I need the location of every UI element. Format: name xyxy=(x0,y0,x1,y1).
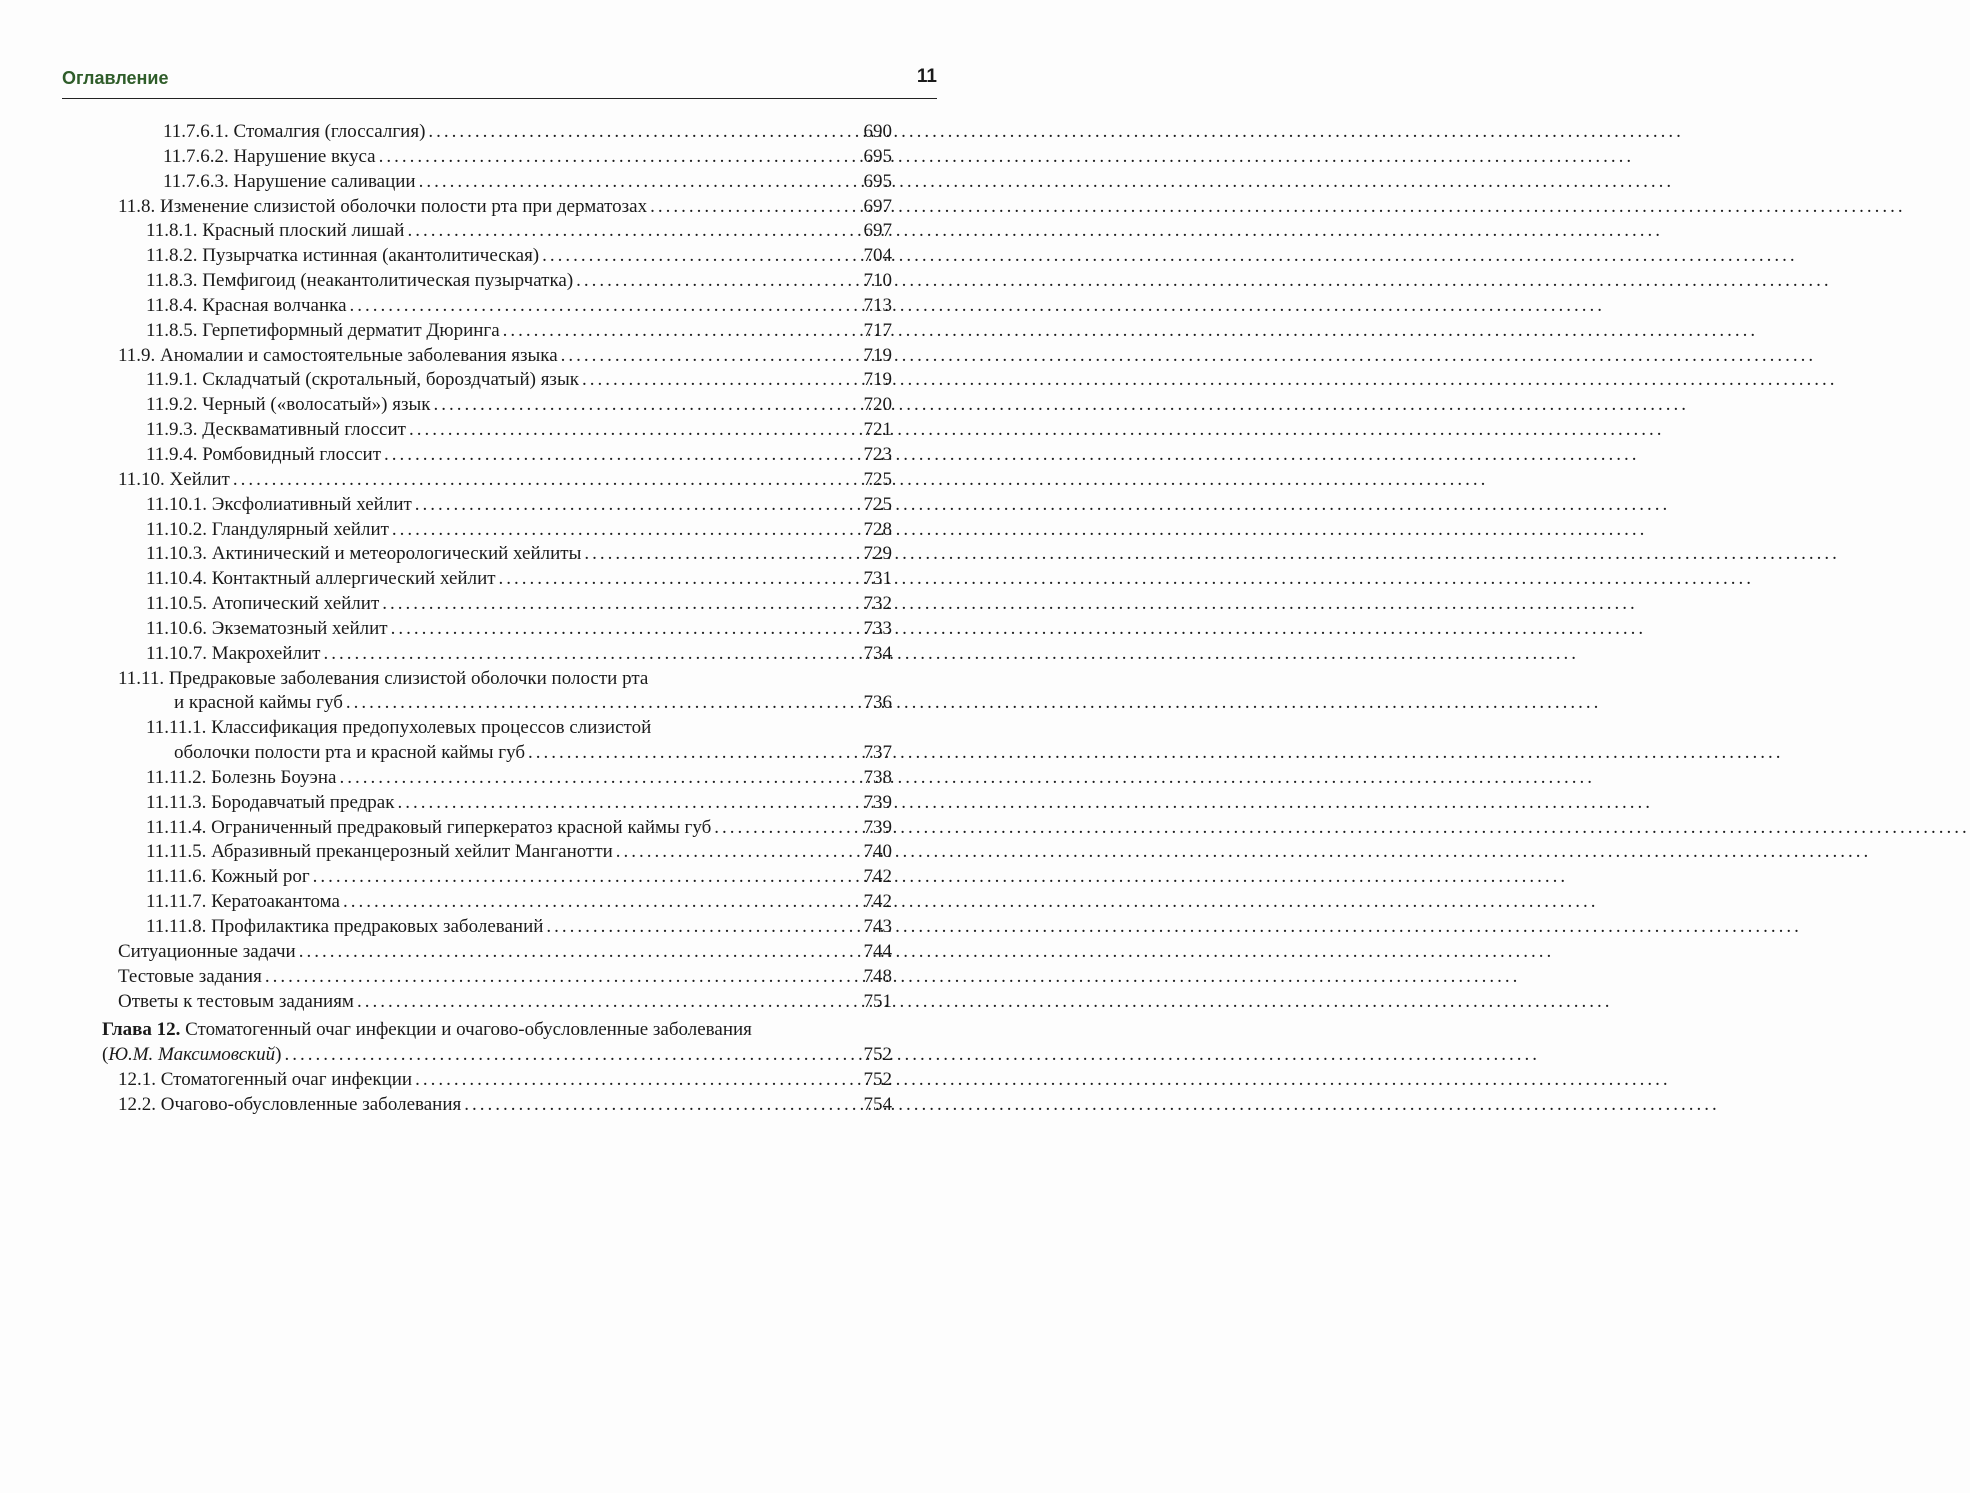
chapter-label: Глава 12. xyxy=(102,1019,181,1041)
toc-entry xyxy=(146,915,892,940)
toc-entry-page: 731 xyxy=(863,568,892,590)
toc-leader-dots xyxy=(412,1068,858,1093)
toc-entry-page: 739 xyxy=(863,816,892,838)
toc-leader-dots xyxy=(310,865,858,890)
toc-entry xyxy=(146,791,892,816)
toc-entry xyxy=(118,990,892,1015)
chapter-title: Стоматогенный очаг инфекции и очагово-обусловленные заболевания xyxy=(185,1019,752,1041)
toc-entry-title: 11.8. Изменение слизистой оболочки полости рта при дерматозах xyxy=(118,195,648,217)
toc-entry-multiline xyxy=(0,667,1000,717)
toc-leader-dots xyxy=(430,393,858,418)
toc-entry-title: 11.7.6.2. Нарушение вкуса xyxy=(163,145,376,167)
toc-entry-page: 737 xyxy=(863,742,892,764)
toc-entry xyxy=(118,965,892,990)
toc-leader-dots xyxy=(340,890,858,915)
toc-entry-multiline xyxy=(0,716,1000,766)
toc-entry-title: 11.10.6. Экзематозный хейлит xyxy=(146,617,388,639)
toc-entry-title: 11.7.6.1. Стомалгия (глоссалгия) xyxy=(163,121,426,142)
toc-entry xyxy=(163,145,892,170)
toc-leader-dots xyxy=(389,518,858,543)
toc-entry xyxy=(146,617,892,642)
toc-entry-title: 11.9.2. Черный («волосатый») язык xyxy=(146,394,431,416)
toc-leader-dots xyxy=(525,741,858,766)
toc-entry xyxy=(118,940,892,965)
toc-entry-title: 11.11.7. Кератоакантома xyxy=(146,891,340,913)
toc-entry-page: 740 xyxy=(863,841,892,863)
toc-entry-page: 752 xyxy=(863,1044,892,1066)
toc-leader-dots xyxy=(711,816,858,841)
toc-entry xyxy=(146,219,892,244)
toc-entry-title: 11.11.4. Ограниченный предраковый гиперкератоз красной каймы губ xyxy=(146,816,712,838)
toc-entry xyxy=(146,840,892,865)
toc-entry-title: 11.7.6.3. Нарушение саливации xyxy=(163,170,416,192)
toc-entry-title: Тестовые задания xyxy=(118,965,262,987)
toc-leader-dots xyxy=(394,791,858,816)
toc-entry-title: 11.11.6. Кожный рог xyxy=(146,866,310,888)
toc-entry xyxy=(118,344,892,369)
toc-entry-number: 11.11.1. xyxy=(146,717,207,739)
toc-entry-page: 690 xyxy=(863,121,892,142)
toc-entry-title: 11.10. Хейлит xyxy=(118,468,230,490)
toc-entry-page: 744 xyxy=(863,940,892,962)
toc-entry-page: 738 xyxy=(863,766,892,788)
toc-entry-page: 732 xyxy=(863,593,892,615)
toc-entry-title: 11.10.4. Контактный аллергический хейлит xyxy=(146,568,496,590)
toc-entry xyxy=(146,368,892,393)
toc-entry-page: 721 xyxy=(863,419,892,441)
toc-entry-page: 751 xyxy=(863,990,892,1012)
toc-entry-title: Предраковые заболевания слизистой оболочки полости рта xyxy=(168,667,649,689)
toc-entry xyxy=(146,294,892,319)
toc-entry-page: 695 xyxy=(863,170,892,192)
toc-leader-dots xyxy=(376,145,858,170)
toc-entry xyxy=(146,816,892,841)
toc-entry-title: 11.9. Аномалии и самостоятельные заболевания языка xyxy=(118,344,558,366)
toc-leader-dots xyxy=(354,990,858,1015)
toc-entry-page: 697 xyxy=(863,195,892,217)
toc-entry-title: Ситуационные задачи xyxy=(118,940,296,962)
toc-entry-page: 743 xyxy=(863,916,892,937)
toc-entry-page: 742 xyxy=(863,866,892,888)
toc-entry-page: 739 xyxy=(863,791,892,813)
toc-leader-dots xyxy=(416,170,858,195)
toc-entry-page: 725 xyxy=(863,468,892,490)
toc-leader-dots xyxy=(581,542,858,567)
chapter-entry xyxy=(0,1018,1000,1068)
toc-entry-title: 11.10.7. Макрохейлит xyxy=(146,642,321,664)
toc-leader-dots xyxy=(425,120,858,145)
toc-entry-title: 11.11.8. Профилактика предраковых заболеваний xyxy=(146,916,544,937)
toc-entry xyxy=(146,319,892,344)
toc-entry xyxy=(118,1068,892,1093)
toc-entry-page: 713 xyxy=(863,294,892,316)
toc-entry-page: 704 xyxy=(863,245,892,267)
toc-entry-page: 733 xyxy=(863,617,892,639)
toc-leader-dots xyxy=(496,567,858,592)
toc-entry-page: 719 xyxy=(863,369,892,391)
toc-entry xyxy=(146,542,892,567)
toc-entry-page: 742 xyxy=(863,891,892,913)
toc-entry xyxy=(146,518,892,543)
toc-leader-dots xyxy=(539,244,858,269)
toc-leader-dots xyxy=(500,319,858,344)
toc-entry xyxy=(118,468,892,493)
toc-entry-page: 754 xyxy=(863,1093,892,1115)
toc-entry-title: 12.2. Очагово-обусловленные заболевания xyxy=(118,1093,462,1115)
toc-entry-title: Ответы к тестовым заданиям xyxy=(118,990,354,1012)
toc-entry-number: 11.11. xyxy=(118,667,165,689)
toc-entry-page: 736 xyxy=(863,692,892,714)
toc-entry-title: Классификация предопухолевых процессов слизистой xyxy=(211,717,652,739)
toc-entry-title: 11.9.1. Складчатый (скротальный, бороздчатый) язык xyxy=(146,369,579,391)
toc-entry-title: 11.8.3. Пемфигоид (неакантолитическая пузырчатка) xyxy=(146,270,574,292)
toc-leader-dots xyxy=(647,195,858,220)
toc-entry-title: 11.9.4. Ромбовидный глоссит xyxy=(146,443,381,465)
toc-entry-page: 725 xyxy=(863,493,892,515)
toc-entry-page: 748 xyxy=(863,965,892,987)
toc-entry-page: 752 xyxy=(863,1069,892,1091)
running-header-title: Оглавление xyxy=(62,68,169,88)
toc-leader-dots xyxy=(412,493,858,518)
toc-entry-title: 11.10.2. Гландулярный хейлит xyxy=(146,518,389,540)
page-header xyxy=(62,66,937,99)
toc-entry-page: 717 xyxy=(863,319,892,341)
toc-entry xyxy=(146,443,892,468)
toc-leader-dots xyxy=(388,617,858,642)
chapter-author: (Ю.М. Максимовский) xyxy=(102,1044,282,1066)
toc-entry xyxy=(146,592,892,617)
toc-leader-dots xyxy=(262,965,858,990)
toc-leader-dots xyxy=(336,766,858,791)
toc-entry-page: 695 xyxy=(863,145,892,167)
toc-entry xyxy=(146,890,892,915)
toc-entry xyxy=(163,120,892,145)
toc-leader-dots xyxy=(461,1093,858,1118)
toc-entry xyxy=(146,642,892,667)
toc-entry-page: 723 xyxy=(863,443,892,465)
toc-entry-title-cont: оболочки полости рта и красной каймы губ xyxy=(174,742,525,764)
toc-entry-title-cont: и красной каймы губ xyxy=(174,692,343,714)
toc-leader-dots xyxy=(281,1043,858,1068)
toc-entry-page: 710 xyxy=(863,270,892,292)
toc-entry xyxy=(118,1093,892,1118)
toc-entry-title: 11.11.2. Болезнь Боуэна xyxy=(146,766,337,788)
toc-entry xyxy=(146,244,892,269)
toc-entry-title: 11.11.5. Абразивный преканцерозный хейлит Манганотти xyxy=(146,841,613,863)
toc-leader-dots xyxy=(296,940,858,965)
toc-leader-dots xyxy=(347,294,858,319)
toc-entry-title: 11.8.2. Пузырчатка истинная (акантолитическая) xyxy=(146,245,540,267)
toc-entry xyxy=(118,195,892,220)
toc-entry-title: 11.8.1. Красный плоский лишай xyxy=(146,220,405,242)
toc-leader-dots xyxy=(613,840,858,865)
toc-leader-dots xyxy=(343,691,858,716)
toc-leader-dots xyxy=(543,915,858,940)
toc-leader-dots xyxy=(558,344,858,369)
toc-entry-title: 11.10.1. Эксфолиативный хейлит xyxy=(146,493,412,515)
toc-entry xyxy=(163,170,892,195)
toc-leader-dots xyxy=(406,418,858,443)
toc-entry-title: 11.8.5. Герпетиформный дерматит Дюринга xyxy=(146,319,500,341)
toc-entry-title: 11.10.5. Атопический хейлит xyxy=(146,593,380,615)
toc-entry-page: 697 xyxy=(863,220,892,242)
toc-entry-page: 720 xyxy=(863,394,892,416)
toc-entry-title: 11.9.3. Десквамативный глоссит xyxy=(146,419,406,441)
toc-leader-dots xyxy=(404,219,858,244)
toc-leader-dots xyxy=(381,443,858,468)
toc-entry-page: 734 xyxy=(863,642,892,664)
toc-entry xyxy=(146,766,892,791)
toc-entry xyxy=(146,865,892,890)
toc-leader-dots xyxy=(573,269,858,294)
toc-entry-title: 11.11.3. Бородавчатый предрак xyxy=(146,791,395,813)
toc-entry xyxy=(146,418,892,443)
toc-entry xyxy=(146,493,892,518)
table-of-contents xyxy=(0,120,1000,1118)
page-number: 11 xyxy=(916,66,937,87)
toc-entry xyxy=(146,567,892,592)
toc-entry-title: 11.10.3. Актинический и метеорологический хейлиты xyxy=(146,543,582,565)
toc-entry-page: 729 xyxy=(863,543,892,565)
toc-entry xyxy=(146,393,892,418)
toc-leader-dots xyxy=(579,368,858,393)
toc-leader-dots xyxy=(379,592,858,617)
toc-entry-title: 11.8.4. Красная волчанка xyxy=(146,294,347,316)
toc-entry-title: 12.1. Стоматогенный очаг инфекции xyxy=(118,1069,413,1091)
toc-entry-page: 728 xyxy=(863,518,892,540)
toc-entry-page: 719 xyxy=(863,344,892,366)
toc-leader-dots xyxy=(230,468,858,493)
toc-leader-dots xyxy=(320,642,858,667)
toc-entry xyxy=(146,269,892,294)
